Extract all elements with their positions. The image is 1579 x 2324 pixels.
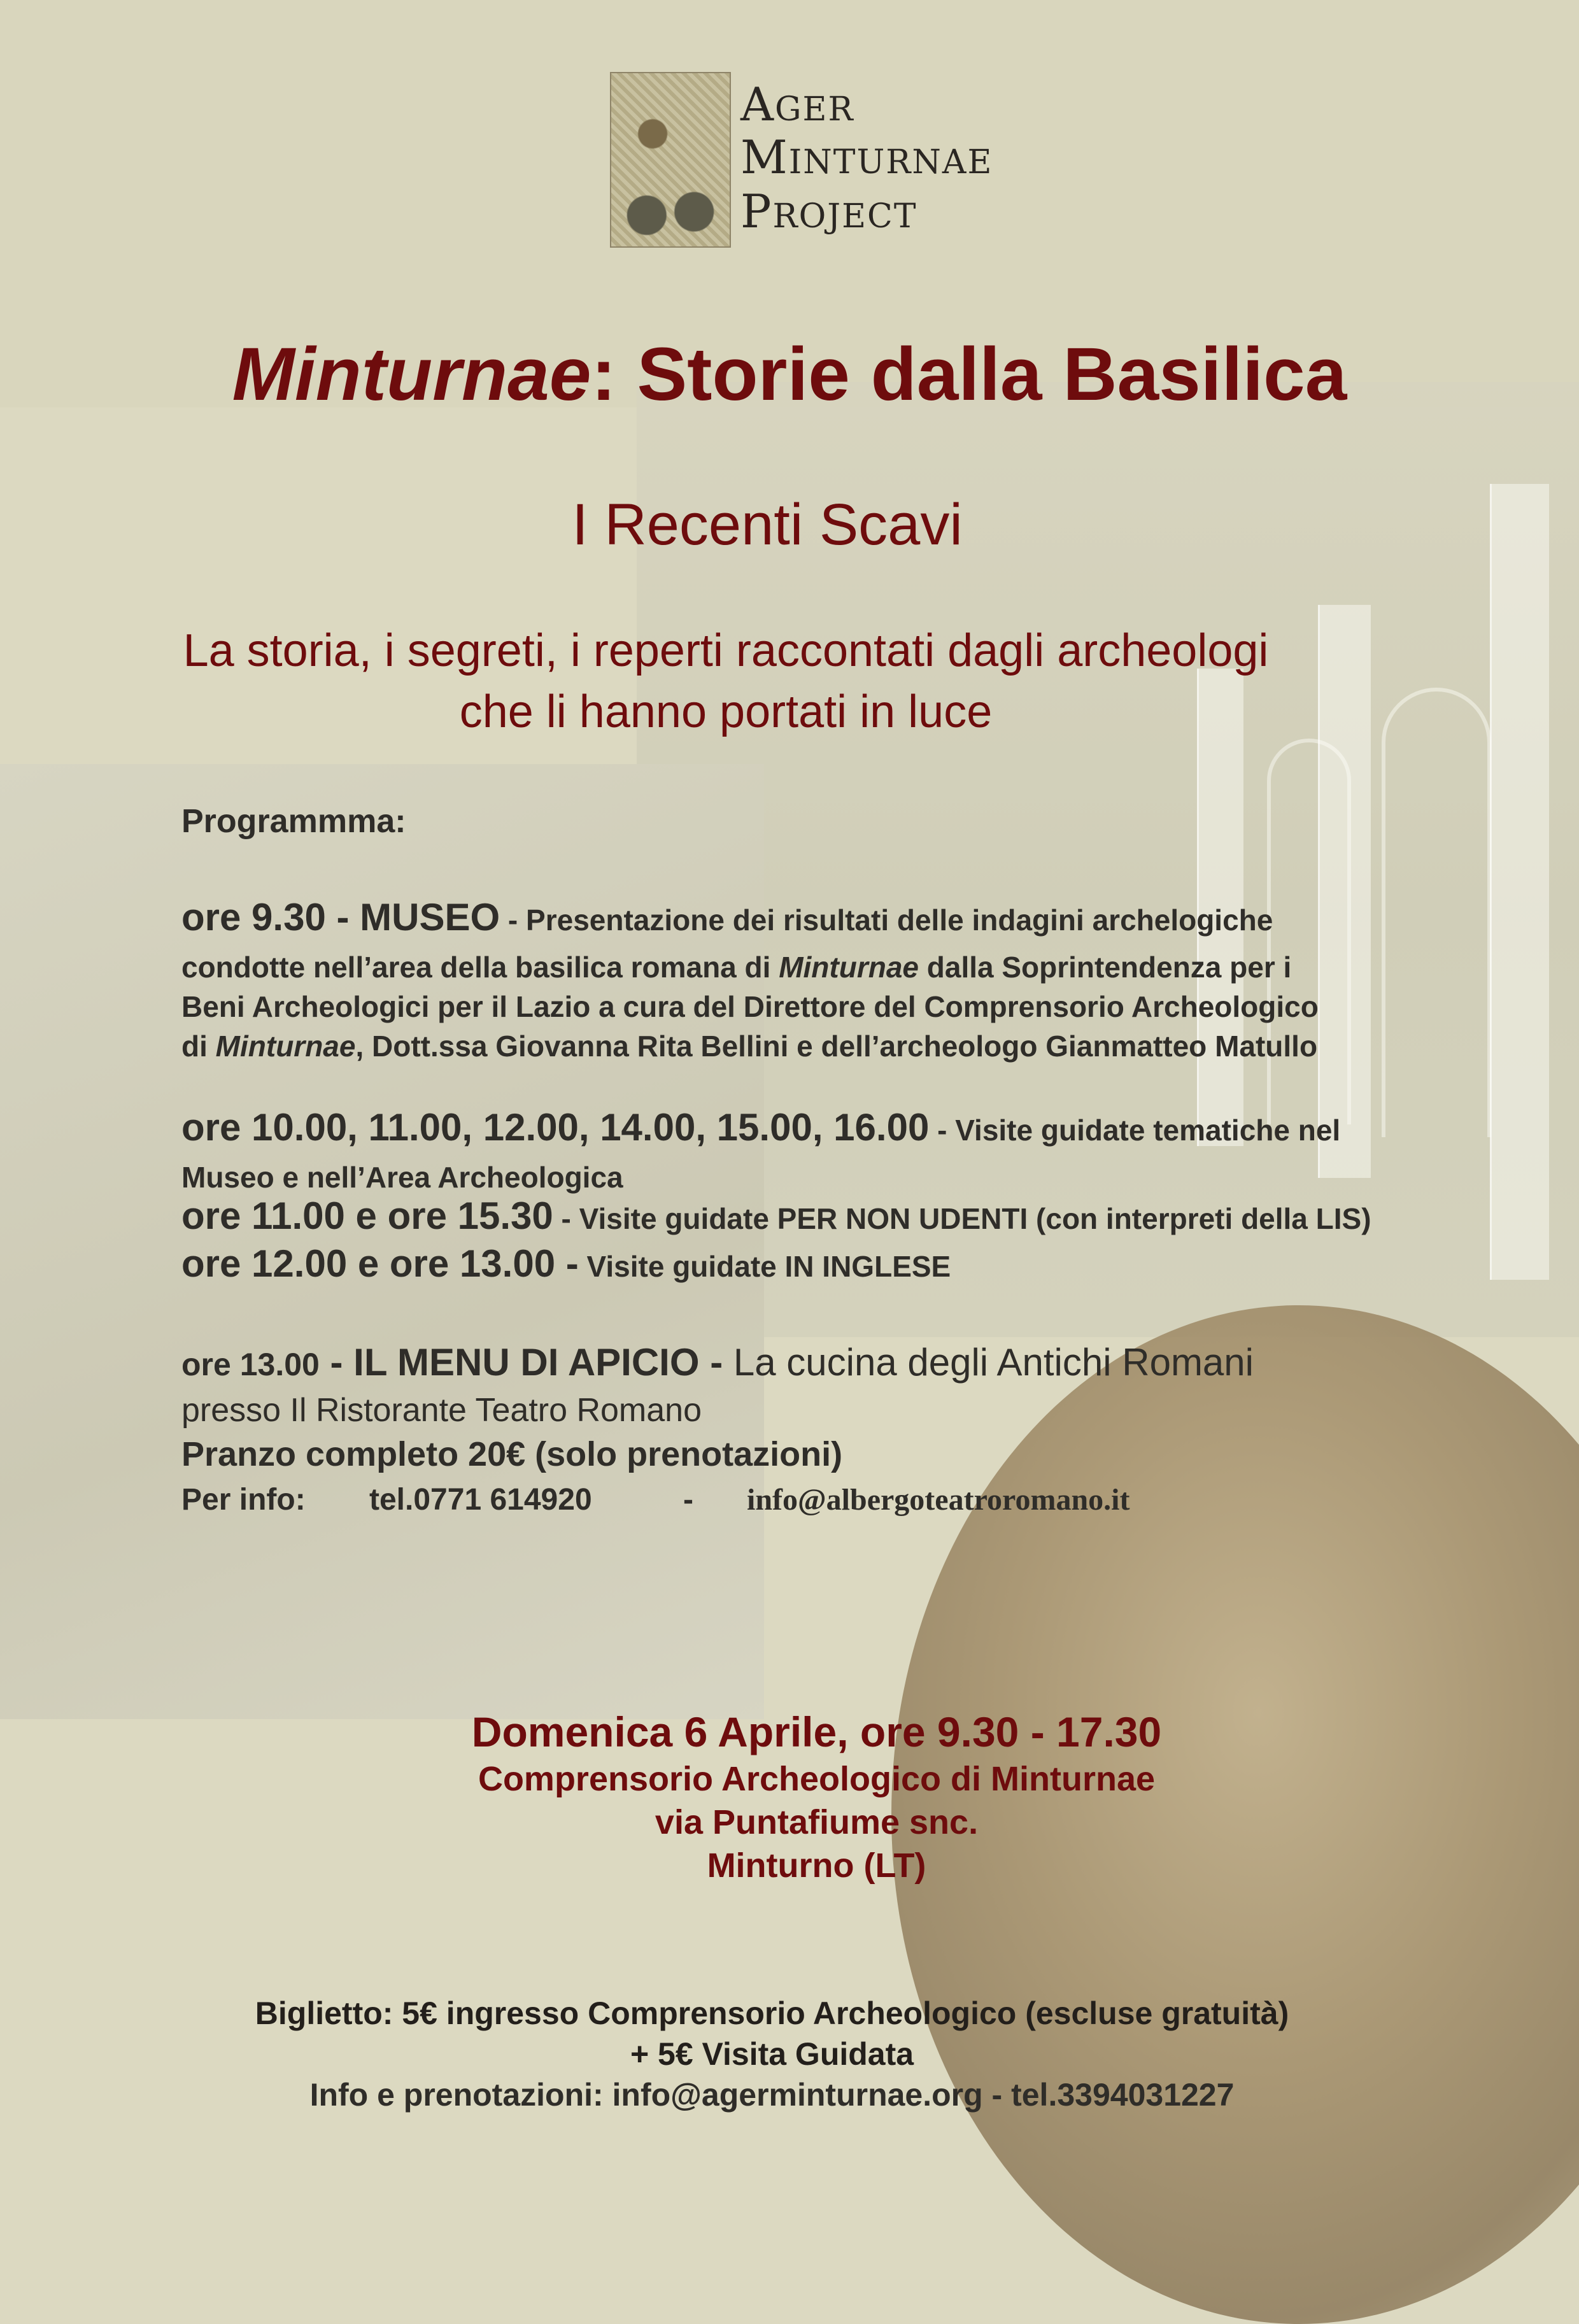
program-museo: ore 9.30 - MUSEO - Presentazione dei risultati delle indagini archelogiche condotte nell’area della basilica romana di Minturnae dalla Soprintendenza per i Beni Archeologici per il Lazio a cura del Direttore del Comprensorio Archeologico di Minturnae, Dott.ssa Giovanna Rita Bellini e dell’archeologo Gianmatteo Matullo	[181, 896, 1319, 1063]
arch-decoration	[1382, 688, 1491, 1137]
lunch-phone: tel.0771 614920	[369, 1483, 592, 1517]
event-place: Comprensorio Archeologico di Minturnae	[478, 1760, 1156, 1798]
tagline	[0, 620, 1452, 742]
logo-line-project: PROJECT	[740, 185, 917, 238]
program-english-visits: ore 12.00 e ore 13.00 - Visite guidate IN INGLESE	[181, 1242, 951, 1285]
lunch-price: Pranzo completo 20€ (solo prenotazioni)	[181, 1435, 843, 1473]
logo-line-minturnae: MINTURNAE	[740, 131, 993, 184]
program-lunch: ore 13.00 - IL MENU DI APICIO - La cucina degli Antichi Romani	[181, 1341, 1254, 1384]
program-visits: ore 10.00, 11.00, 12.00, 14.00, 15.00, 16.00 - Visite guidate tematiche nel Museo e nell’Area Archeologica	[181, 1106, 1341, 1194]
tagline-line: che li hanno portati in luce	[459, 686, 993, 737]
ticket-price: Biglietto: 5€ ingresso Comprensorio Archeologico (escluse gratuità)	[255, 1995, 1289, 2031]
event-address: via Puntafiume snc.	[655, 1803, 979, 1841]
program-heading: Programmma:	[181, 803, 406, 840]
page-title: Minturnae: Storie dalla Basilica	[232, 332, 1347, 416]
lunch-email[interactable]: info@albergoteatroromano.it	[747, 1483, 1130, 1517]
program-deaf-visits: ore 11.00 e ore 15.30 - Visite guidate PER NON UDENTI (con interpreti della LIS)	[181, 1194, 1371, 1237]
event-city: Minturno (LT)	[707, 1846, 926, 1885]
tagline-line: La storia, i segreti, i reperti raccontati dagli archeologi	[183, 625, 1269, 676]
booking-contact: Info e prenotazioni: info@agerminturnae.org - tel.3394031227	[309, 2077, 1235, 2113]
guided-visit-price: + 5€ Visita Guidata	[630, 2036, 914, 2072]
event-date: Domenica 6 Aprile, ore 9.30 - 17.30	[471, 1708, 1162, 1755]
logo-line-ager: AGER	[740, 78, 854, 131]
lunch-place: presso Il Ristorante Teatro Romano	[181, 1392, 702, 1429]
lunch-info: Per info: tel.0771 614920 - info@albergoteatroromano.it	[181, 1483, 1130, 1517]
ticket-info	[0, 1993, 1544, 2115]
mosaic-logo-icon	[610, 72, 731, 248]
event-details	[0, 1706, 1579, 1887]
column-decoration	[1490, 484, 1549, 1280]
page-subtitle: I Recenti Scavi	[572, 492, 963, 557]
